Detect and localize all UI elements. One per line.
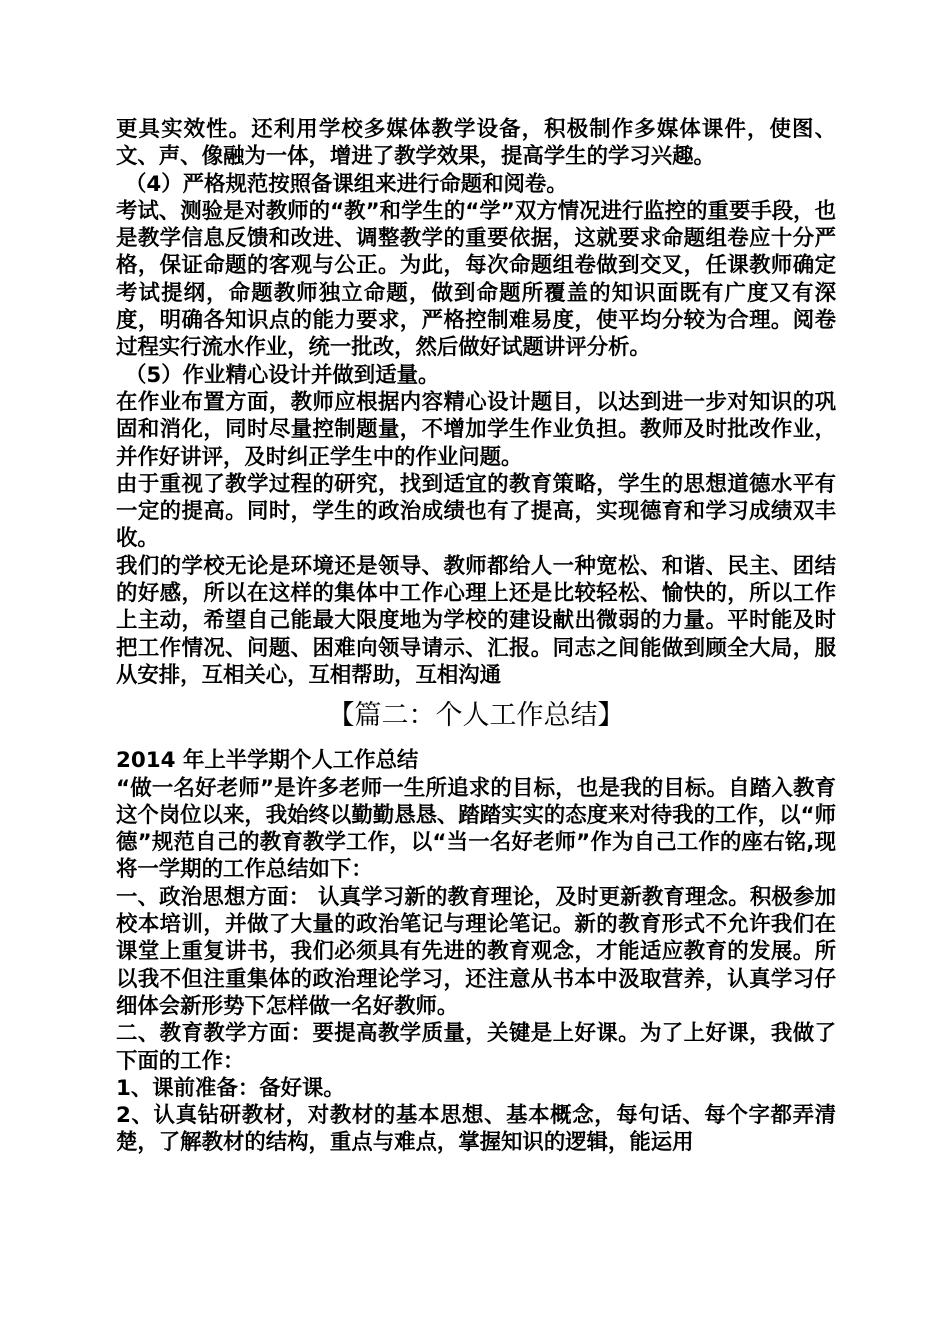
section-heading: 【篇二：个人工作总结】	[327, 700, 625, 732]
document-body	[116, 116, 836, 1157]
body-paragraph: 一、政治思想方面： 认真学习新的教育理论，及时更新教育理念。积极参加校本培训，并做了大量的政治笔记与理论笔记。新的教育形式不允许我们在课堂上重复讲书，我们必须具有先进的教育观念，才能适应教育的发展。所以我不但注重集体的政治理论学习，还注意从书本中汲取营养，认真学习仔细体会新形势下怎样做一名好教师。	[116, 884, 836, 1019]
subheading-4: （4）严格规范按照备课组来进行命题和阅卷。	[125, 171, 568, 197]
body-paragraph: “做一名好老师”是许多老师一生所追求的目标，也是我的目标。自踏入教育这个岗位以来，我始终以勤勤恳恳、踏踏实实的态度来对待我的工作，以“师德”规范自己的教育教学工作，以“当一名好老师”作为自己工作的座右铭,现将一学期的工作总结如下：	[116, 775, 836, 883]
body-paragraph: 1、课前准备：备好课。	[116, 1075, 345, 1101]
summary-title: 2014 年上半学期个人工作总结	[116, 748, 419, 774]
body-paragraph: 2、认真钻研教材，对教材的基本思想、基本概念，每句话、每个字都弄清楚，了解教材的结构，重点与难点，掌握知识的逻辑，能运用	[116, 1103, 836, 1156]
body-paragraph: 更具实效性。还利用学校多媒体教学设备，积极制作多媒体课件，使图、文、声、像融为一体，增进了教学效果，提高学生的学习兴趣。	[116, 117, 836, 170]
subheading-5: （5）作业精心设计并做到适量。	[125, 362, 440, 388]
body-paragraph: 二、教育教学方面：要提高教学质量，关键是上好课。为了上好课，我做了下面的工作：	[116, 1021, 836, 1074]
body-paragraph: 我们的学校无论是环境还是领导、教师都给人一种宽松、和谐、民主、团结的好感，所以在这样的集体中工作心理上还是比较轻松、愉快的，所以工作上主动，希望自己能最大限度地为学校的建设献出微弱的力量。平时能及时把工作情况、问题、困难向领导请示、汇报。同志之间能做到顾全大局，服从安排，互相关心，互相帮助，互相沟通	[116, 553, 836, 688]
body-paragraph: 由于重视了教学过程的研究，找到适宜的教育策略，学生的思想道德水平有一定的提高。同时，学生的政治成绩也有了提高，实现德育和学习成绩双丰收。	[116, 471, 836, 552]
body-paragraph: 考试、测验是对教师的“教”和学生的“学”双方情况进行监控的重要手段，也是教学信息反馈和改进、调整教学的重要依据，这就要求命题组卷应十分严格，保证命题的客观与公正。为此，每次命题组卷做到交叉，任课教师确定考试提纲，命题教师独立命题，做到命题所覆盖的知识面既有广度又有深度，明确各知识点的能力要求，严格控制难易度，使平均分较为合理。阅卷过程实行流水作业，统一批改，然后做好试题讲评分析。	[116, 198, 836, 361]
body-paragraph: 在作业布置方面，教师应根据内容精心设计题目，以达到进一步对知识的巩固和消化，同时尽量控制题量，不增加学生作业负担。教师及时批改作业，并作好讲评，及时纠正学生中的作业问题。	[116, 389, 836, 470]
